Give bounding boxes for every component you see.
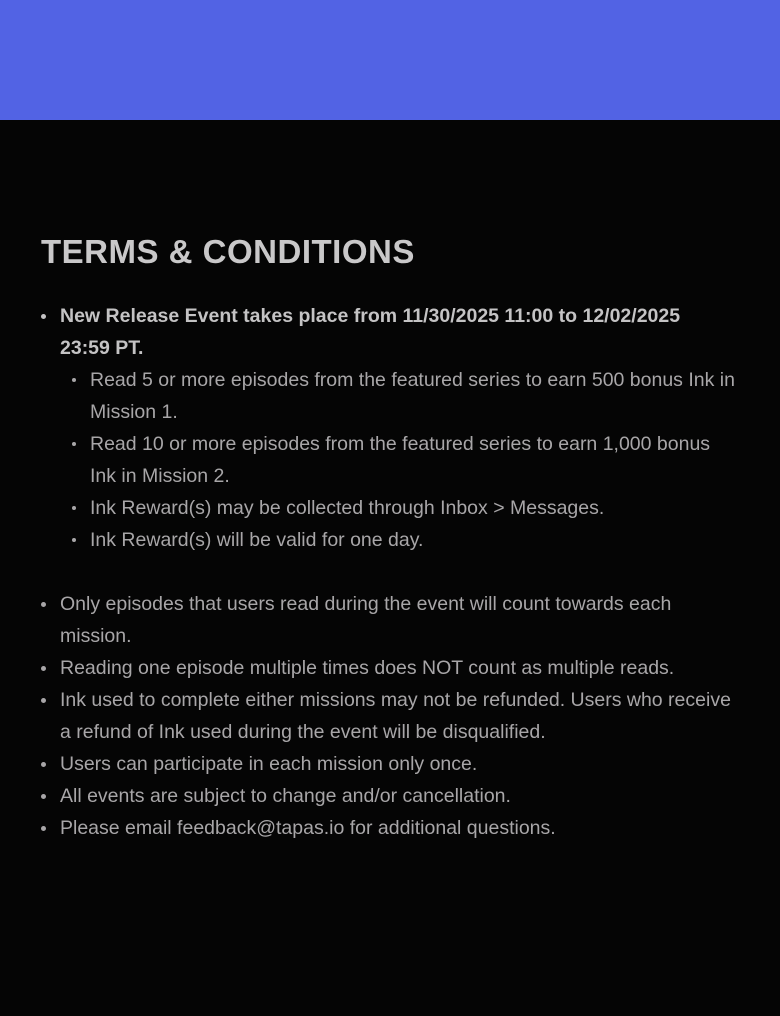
bullet-dot — [41, 652, 60, 671]
event-terms-sublist — [72, 364, 735, 556]
term-subitem-ink-collect — [72, 492, 735, 524]
bullet-dot — [41, 748, 60, 767]
term-item-read-during-event — [41, 588, 735, 652]
term-text: Ink used to complete either missions may not be refunded. Users who receive a refund of Ink used during the event will be disqualified. — [60, 689, 731, 743]
term-text: Please email feedback@tapas.io for additional questions. — [60, 817, 556, 839]
bullet-dot — [41, 780, 60, 799]
bullet-dot — [72, 524, 90, 542]
term-text: Ink Reward(s) may be collected through Inbox > Messages. — [90, 497, 605, 519]
term-item-event-dates — [41, 300, 735, 364]
term-text: New Release Event takes place from 11/30/2025 11:00 to 12/02/2025 23:59 PT. — [60, 305, 681, 359]
top-banner — [0, 0, 780, 120]
term-subitem-mission-2 — [72, 428, 735, 492]
term-text: Reading one episode multiple times does NOT count as multiple reads. — [60, 657, 675, 679]
term-text: Only episodes that users read during the event will count towards each mission. — [60, 593, 672, 647]
general-terms-list — [41, 588, 735, 844]
terms-title: TERMS & CONDITIONS — [41, 233, 415, 270]
term-text: Ink Reward(s) will be valid for one day. — [90, 529, 424, 551]
bullet-dot — [41, 588, 60, 607]
bullet-dot — [41, 300, 60, 319]
event-terms-list — [41, 300, 735, 556]
term-text: Users can participate in each mission only once. — [60, 753, 478, 775]
bullet-dot — [41, 684, 60, 703]
term-text: Read 5 or more episodes from the featured series to earn 500 bonus Ink in Mission 1. — [90, 369, 735, 423]
term-text: All events are subject to change and/or cancellation. — [60, 785, 511, 807]
bullet-dot — [72, 428, 90, 446]
term-item-subject-to-change — [41, 780, 735, 812]
bullet-dot — [72, 492, 90, 510]
term-subitem-mission-1 — [72, 364, 735, 428]
term-text: Read 10 or more episodes from the featured series to earn 1,000 bonus Ink in Mission 2. — [90, 433, 711, 487]
term-item-multiple-reads — [41, 652, 735, 684]
term-item-participate-once — [41, 748, 735, 780]
bullet-dot — [72, 364, 90, 382]
term-item-feedback-email — [41, 812, 735, 844]
terms-section — [0, 232, 780, 844]
term-item-refund-policy — [41, 684, 735, 748]
bullet-dot — [41, 812, 60, 831]
term-subitem-ink-validity — [72, 524, 735, 556]
